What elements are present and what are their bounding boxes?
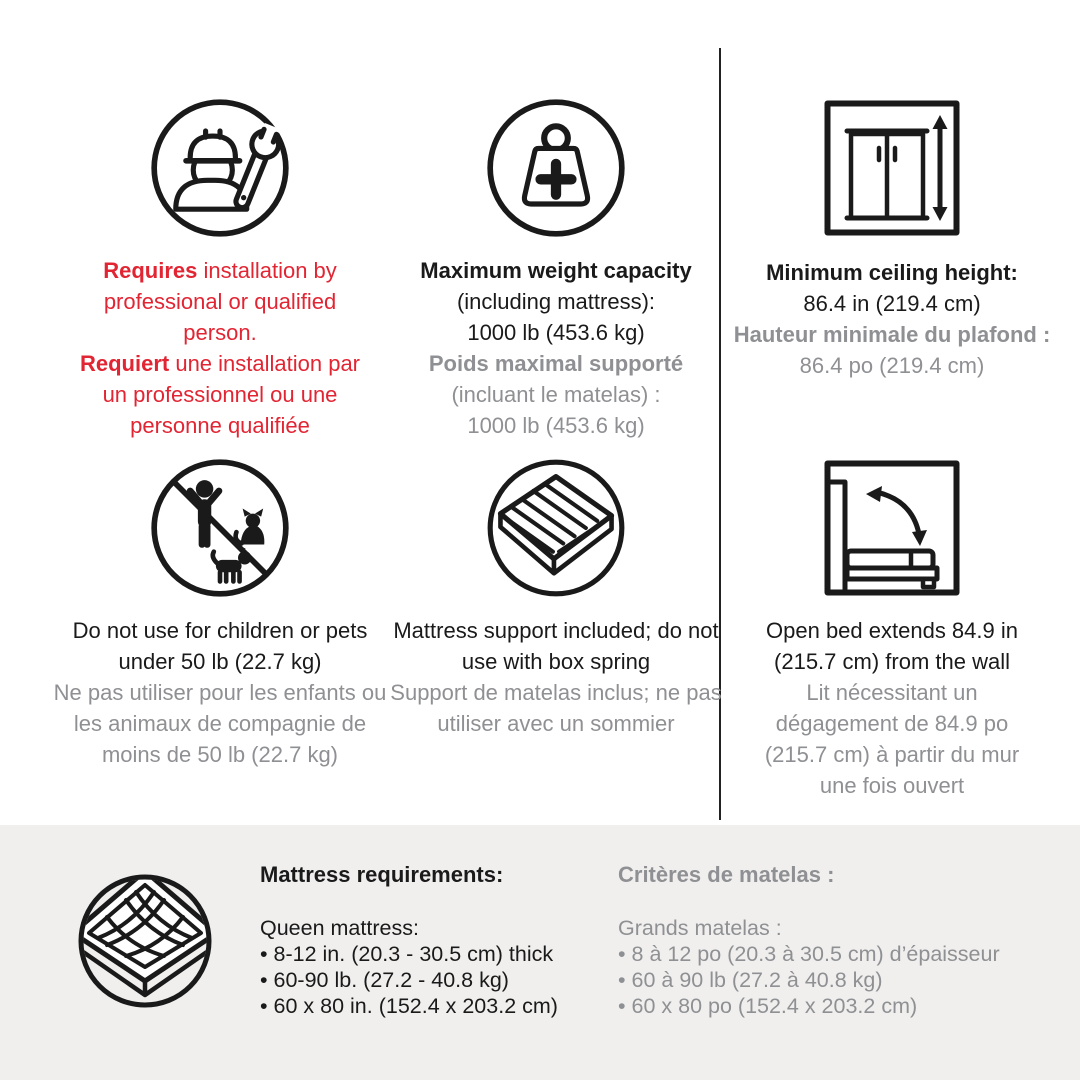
- ceiling-text: [724, 257, 1060, 381]
- installation-text: [70, 255, 370, 441]
- mattress-list-en: [260, 941, 590, 1019]
- weight-title-fr: Poids maximal supporté: [428, 351, 684, 376]
- mattress-col-en: [260, 862, 590, 1019]
- weight-line-en-1: (including mattress):: [456, 289, 656, 314]
- no-children-pets-icon: [52, 456, 388, 600]
- list-item: • 60-90 lb. (27.2 - 40.8 kg): [260, 967, 590, 993]
- children-pets-text-fr: Ne pas utiliser pour les enfants ou les animaux de compagnie de moins de 50 lb (22.7 kg): [53, 680, 387, 767]
- list-item: • 8 à 12 po (20.3 à 30.5 cm) d’épaisseur: [618, 941, 1068, 967]
- open-bed-text: [746, 615, 1038, 801]
- children-pets-block: [52, 456, 388, 770]
- open-bed-text-fr: Lit nécessitant un dégagement de 84.9 po (215.7 cm) à partir du mur une fois ouvert: [764, 680, 1020, 798]
- support-text-en: Mattress support included; do not use with box spring: [393, 618, 719, 674]
- mattress-icon: [75, 871, 215, 1011]
- weight-capacity-icon: [388, 96, 724, 240]
- weight-line-fr-1: (incluant le matelas) :: [451, 382, 661, 407]
- installation-text-fr: Requiert une installation par un professionnel ou une personne qualifiée: [79, 351, 361, 438]
- installer-icon: [52, 96, 388, 240]
- support-text: [388, 615, 724, 739]
- open-bed-icon: [724, 456, 1060, 600]
- list-item: • 60 x 80 in. (152.4 x 203.2 cm): [260, 993, 590, 1019]
- ceiling-line-en: 86.4 in (219.4 cm): [803, 291, 981, 316]
- ceiling-block: [724, 96, 1060, 381]
- support-text-fr: Support de matelas inclus; ne pas utiliser avec un sommier: [390, 680, 722, 736]
- installation-block: [52, 96, 388, 441]
- ceiling-height-icon: [724, 96, 1060, 240]
- ceiling-line-fr: 86.4 po (219.4 cm): [799, 353, 985, 378]
- weight-block: [388, 96, 724, 441]
- children-pets-text: [52, 615, 388, 770]
- mattress-subtitle-en: Queen mattress:: [260, 916, 419, 940]
- list-item: • 60 à 90 lb (27.2 à 40.8 kg): [618, 967, 1068, 993]
- weight-line-en-2: 1000 lb (453.6 kg): [467, 320, 645, 345]
- open-bed-block: [724, 456, 1060, 801]
- mattress-requirements-strip: [0, 825, 1080, 1080]
- weight-text: [388, 255, 724, 441]
- children-pets-text-en: Do not use for children or pets under 50 lb (22.7 kg): [72, 618, 368, 674]
- mattress-col-fr: [618, 862, 1068, 1019]
- weight-title-en: Maximum weight capacity: [420, 258, 692, 283]
- slats-icon: [388, 456, 724, 600]
- mattress-list-fr: [618, 941, 1068, 1019]
- open-bed-text-en: Open bed extends 84.9 in (215.7 cm) from the wall: [766, 618, 1018, 674]
- list-item: • 8-12 in. (20.3 - 30.5 cm) thick: [260, 941, 590, 967]
- support-block: [388, 456, 724, 739]
- ceiling-title-en: Minimum ceiling height:: [766, 260, 1018, 285]
- mattress-title-en: Mattress requirements:: [260, 862, 504, 887]
- mattress-title-fr: Critères de matelas :: [618, 862, 835, 887]
- weight-line-fr-2: 1000 lb (453.6 kg): [467, 413, 645, 438]
- mattress-subtitle-fr: Grands matelas :: [618, 916, 782, 940]
- installation-text-en: Requires installation by professional or qualified person.: [103, 258, 337, 345]
- ceiling-title-fr: Hauteur minimale du plafond :: [733, 322, 1051, 347]
- list-item: • 60 x 80 po (152.4 x 203.2 cm): [618, 993, 1068, 1019]
